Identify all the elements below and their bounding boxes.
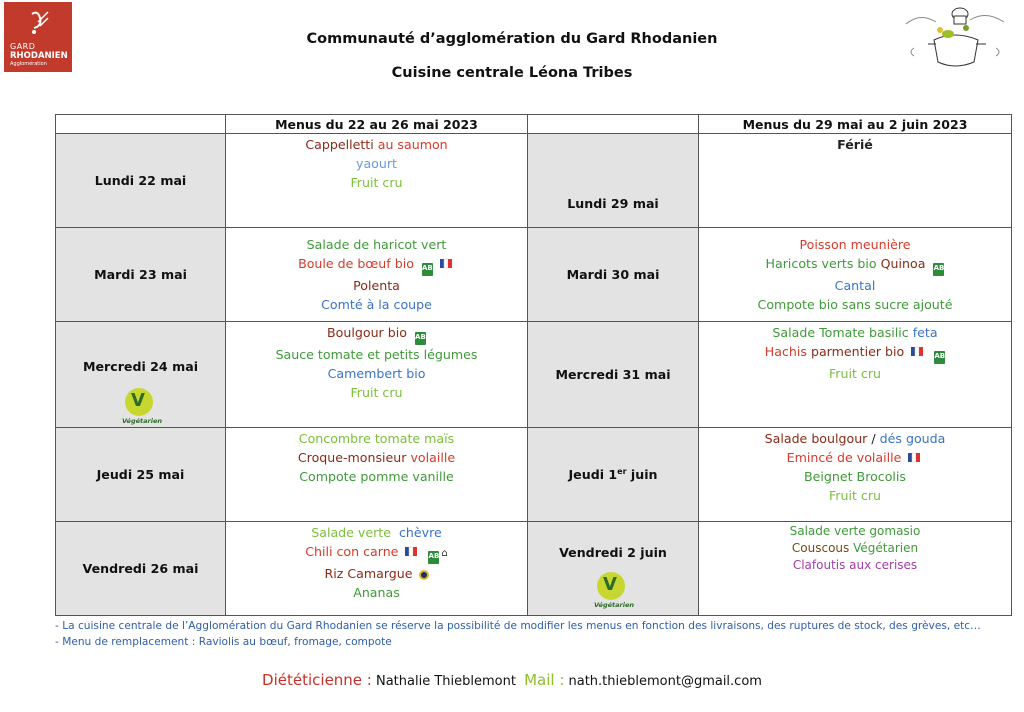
table-row bbox=[56, 134, 1012, 228]
home-made-icon: ⌂ bbox=[441, 548, 448, 559]
quality-label-icon bbox=[419, 570, 429, 580]
day-label: Jeudi 1 bbox=[568, 467, 618, 483]
day-cell bbox=[56, 322, 226, 428]
day-label: Lundi 29 mai bbox=[567, 196, 659, 211]
table-row bbox=[56, 428, 1012, 522]
day-superscript: er bbox=[617, 466, 627, 476]
dish: Camembert bio bbox=[327, 366, 426, 381]
notes bbox=[55, 618, 981, 650]
header-blank bbox=[528, 115, 699, 134]
vegetarian-icon: V bbox=[597, 572, 625, 600]
table-row bbox=[56, 522, 1012, 616]
dish: Cantal bbox=[834, 278, 876, 293]
day-cell bbox=[56, 428, 226, 522]
dish: Poisson meunière bbox=[799, 237, 911, 252]
dish: Clafoutis aux cerises bbox=[792, 558, 918, 572]
dish: Chili con carne bbox=[305, 544, 399, 559]
dish: Beignet Brocolis bbox=[804, 469, 906, 484]
menu-table bbox=[55, 114, 1012, 616]
vegetarian-label: Végétarien bbox=[122, 417, 162, 425]
dish: Sauce tomate et petits légumes bbox=[275, 347, 478, 362]
day-cell bbox=[528, 322, 699, 428]
dish: Haricots verts bio bbox=[765, 256, 877, 271]
dish: parmentier bio bbox=[810, 344, 905, 359]
dish: Compote pomme vanille bbox=[299, 469, 454, 484]
dish: Ananas bbox=[353, 585, 400, 600]
dish: Compote bio sans sucre ajouté bbox=[757, 297, 953, 312]
day-cell bbox=[56, 522, 226, 616]
dish: Salade boulgour bbox=[764, 431, 868, 446]
dish: Quinoa bbox=[880, 256, 926, 271]
french-origin-icon bbox=[910, 345, 926, 358]
dish: Fruit cru bbox=[350, 175, 403, 190]
dish: Fruit cru bbox=[828, 488, 881, 503]
menu-cell bbox=[699, 522, 1012, 616]
dish: feta bbox=[912, 325, 938, 340]
menu-cell bbox=[226, 228, 528, 322]
day-label: Mardi 30 mai bbox=[566, 267, 660, 282]
dish: Végétarien bbox=[853, 541, 919, 555]
day-label: Jeudi 25 mai bbox=[96, 467, 185, 482]
table-row bbox=[56, 228, 1012, 322]
dish: Boule de bœuf bio bbox=[298, 256, 414, 271]
day-label: Vendredi 26 mai bbox=[82, 561, 199, 576]
menu-cell bbox=[226, 134, 528, 228]
week2-header: Menus du 29 mai au 2 juin 2023 bbox=[699, 115, 1012, 134]
dish: Fruit cru bbox=[350, 385, 403, 400]
day-label: Mardi 23 mai bbox=[94, 267, 187, 282]
dish: Férié bbox=[837, 137, 873, 152]
dietitian-name: Nathalie Thieblemont bbox=[371, 674, 521, 689]
vegetarian-badge bbox=[594, 572, 634, 612]
dish: volaille bbox=[410, 450, 456, 465]
day-cell bbox=[528, 522, 699, 616]
note-line: - Menu de remplacement : Raviolis au bœuf, fromage, compote bbox=[55, 636, 392, 648]
dish: Salade Tomate basilic bbox=[772, 325, 909, 340]
menu-cell bbox=[226, 428, 528, 522]
note-line: - La cuisine centrale de l’Agglomération du Gard Rhodanien se réserve la possibilité de modifier les menus en fonction des livraisons, des ruptures de stock, des grèves, etc… bbox=[55, 620, 981, 632]
dish: Concombre tomate maïs bbox=[298, 431, 455, 446]
header-blank bbox=[56, 115, 226, 134]
organic-ab-icon: AB bbox=[933, 263, 944, 276]
french-origin-icon bbox=[439, 257, 455, 270]
page-title: Communauté d’agglomération du Gard Rhodanien bbox=[306, 31, 718, 47]
menu-cell bbox=[699, 322, 1012, 428]
menu-cell bbox=[226, 322, 528, 428]
french-origin-icon bbox=[404, 545, 420, 558]
menu-cell bbox=[699, 428, 1012, 522]
page-subtitle: Cuisine centrale Léona Tribes bbox=[391, 65, 633, 81]
logo-line-3: Agglomération bbox=[10, 61, 47, 67]
dish: Cappelletti bbox=[305, 137, 374, 152]
dish: au saumon bbox=[377, 137, 448, 152]
vegetarian-badge bbox=[122, 388, 162, 428]
day-cell bbox=[528, 428, 699, 522]
dish: yaourt bbox=[356, 156, 397, 171]
day-cell bbox=[56, 134, 226, 228]
organic-ab-icon: AB bbox=[934, 351, 945, 364]
day-cell bbox=[56, 228, 226, 322]
menu-cell bbox=[699, 228, 1012, 322]
email-text: nath.thieblemont@gmail.com bbox=[564, 674, 762, 689]
dish: Croque-monsieur bbox=[297, 450, 407, 465]
day-label: Mercredi 31 mai bbox=[555, 367, 671, 382]
week1-header: Menus du 22 au 26 mai 2023 bbox=[226, 115, 528, 134]
day-label: Mercredi 24 mai bbox=[82, 359, 199, 374]
dish: dés gouda bbox=[879, 431, 946, 446]
mail-label: Mail : bbox=[524, 671, 565, 689]
french-origin-icon bbox=[907, 451, 923, 464]
dish: Hachis bbox=[764, 344, 807, 359]
dish: Fruit cru bbox=[828, 366, 881, 381]
vegetarian-icon: V bbox=[125, 388, 153, 416]
vegetarian-label: Végétarien bbox=[594, 601, 634, 609]
organic-ab-icon: AB bbox=[415, 332, 426, 345]
day-label-suffix: juin bbox=[626, 467, 658, 483]
dish: Boulgour bio bbox=[327, 325, 407, 340]
dietitian-label: Diététicienne : bbox=[262, 671, 372, 689]
dish: Polenta bbox=[353, 278, 400, 293]
organic-ab-icon: AB bbox=[428, 551, 439, 564]
dish: Emincé de volaille bbox=[786, 450, 902, 465]
dish: chèvre bbox=[399, 525, 442, 540]
logo-line-2: RHODANIEN bbox=[10, 51, 68, 61]
table-row bbox=[56, 322, 1012, 428]
day-label: Vendredi 2 juin bbox=[559, 545, 667, 560]
dish: Comté à la coupe bbox=[321, 297, 432, 312]
footer-contact bbox=[0, 671, 1024, 689]
dish: Salade verte bbox=[311, 525, 391, 540]
logo-line-1: GARD bbox=[10, 42, 36, 51]
day-label: Lundi 22 mai bbox=[94, 173, 187, 188]
dish: Riz Camargue bbox=[324, 566, 413, 581]
menu-cell bbox=[226, 522, 528, 616]
dish: Salade verte gomasio bbox=[789, 524, 921, 538]
menu-cell bbox=[699, 134, 1012, 228]
organic-ab-icon: AB bbox=[422, 263, 433, 276]
dish: Couscous bbox=[791, 541, 850, 555]
separator: / bbox=[871, 431, 876, 446]
day-cell bbox=[528, 228, 699, 322]
dish: Salade de haricot vert bbox=[306, 237, 447, 252]
header-row bbox=[56, 115, 1012, 134]
day-cell bbox=[528, 134, 699, 228]
